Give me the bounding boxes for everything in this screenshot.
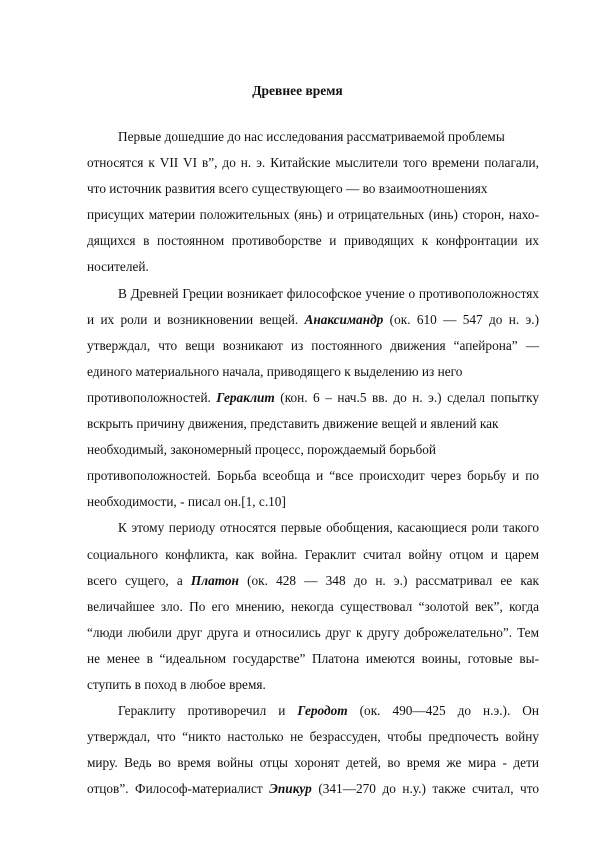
text-line: социального конфликта, как война. Гераклит считал войну отцом и царем	[87, 546, 539, 562]
line-text: отцов”. Философ-материалист	[87, 781, 270, 797]
text-line	[87, 568, 539, 594]
text-line	[87, 776, 539, 802]
paragraph	[87, 515, 539, 698]
paragraph	[87, 281, 539, 516]
line-text: и их роли и возникновении вещей.	[87, 311, 305, 327]
line-text: противоположностей.	[87, 389, 217, 405]
text-line	[87, 385, 539, 411]
page-title: Древнее время	[252, 83, 343, 98]
line-text: (ок. 610 — 547 до н. э.)	[383, 311, 539, 327]
text-line: К этому периоду относятся первые обобщения, касающиеся роли такого	[118, 520, 539, 536]
line-text: (ок. 490—425 до н.э.). Он	[347, 703, 539, 719]
text-line	[87, 307, 539, 333]
text-line: миру. Ведь во время войны отцы хоронят детей, во время же мира - дети	[87, 755, 539, 771]
text-line: не менее в “идеальном государстве” Платона имеются воины, готовые вы-	[87, 650, 539, 666]
text-line: необходимости, - писал он.[1, с.10]	[87, 494, 286, 510]
line-text: Гераклиту противоречил и	[118, 703, 298, 719]
text-line: противоположностей. Борьба всеобща и “все происходит через борьбу и по	[87, 468, 539, 484]
text-line: необходимый, закономерный процесс, порождаемый борьбой	[87, 442, 437, 458]
person-name: Гераклит	[216, 389, 275, 405]
text-line: единого материального начала, приводящего к выделению из него	[87, 363, 463, 379]
line-text: (ок. 428 — 348 до н. э.) рассматривал ее как	[238, 572, 539, 588]
text-line: утверждал, что “никто настолько не безрассуден, чтобы предпочесть войну	[87, 729, 539, 745]
line-text: (кон. 6 – нач.5 вв. до н. э.) сделал попытку	[274, 389, 539, 405]
text-line: величайшее зло. По его мнению, некогда существовал “золотой век”, когда	[87, 598, 539, 614]
text-line: В Древней Греции возникает философское учение о противоположностях	[118, 285, 539, 301]
paragraph	[87, 124, 539, 281]
person-name: Геродот	[297, 703, 348, 719]
text-line: носителей.	[87, 259, 149, 275]
person-name: Платон	[190, 572, 239, 588]
person-name: Анаксимандр	[304, 311, 384, 327]
line-text: (341—270 до н.у.) также считал, что	[311, 781, 539, 797]
line-text: всего сущего, а	[87, 572, 191, 588]
text-line: присущих материи положительных (янь) и отрицательных (инь) сторон, нахо-	[87, 207, 539, 223]
text-line: ступить в поход в любое время.	[87, 676, 266, 692]
text-line	[87, 698, 539, 724]
body-text	[87, 124, 539, 802]
person-name: Эпикур	[269, 781, 312, 797]
text-line: относятся к VII VI в”, до н. э. Китайские мыслители того времени полагали,	[87, 155, 539, 171]
text-line: утверждал, что вещи возникают из постоянного движения “апейрона” —	[87, 337, 539, 353]
text-line: Первые дошедшие до нас исследования рассматриваемой проблемы	[118, 129, 505, 144]
paragraph	[87, 698, 539, 802]
text-line: “люди любили друг друга и относились друг к другу доброжелательно”. Тем	[87, 624, 539, 640]
text-line: вскрыть причину движения, представить движение вещей и явлений как	[87, 416, 499, 432]
text-line: дящихся в постоянном противоборстве и приводящих к конфронтации их	[87, 233, 539, 249]
text-line: что источник развития всего существующего — во взаимоотношениях	[87, 181, 488, 197]
